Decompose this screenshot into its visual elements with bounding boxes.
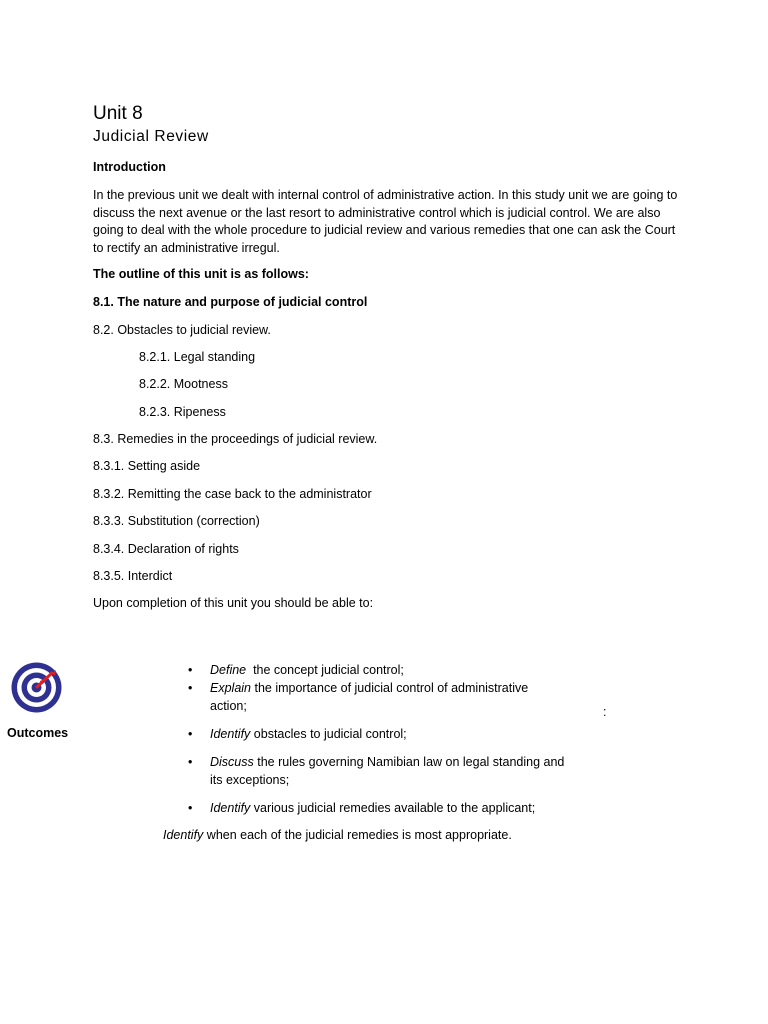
outline-subitem: 8.2.1. Legal standing [139, 350, 256, 364]
outline-item: 8.3.1. Setting aside [93, 459, 201, 473]
outline-item: 8.3.2. Remitting the case back to the administrator [93, 487, 372, 501]
outline-item: 8.2. Obstacles to judicial review. [93, 323, 271, 337]
unit-title: Unit 8 [93, 103, 143, 124]
stray-colon: : [603, 705, 607, 719]
introduction-paragraph: In the previous unit we dealt with internal control of administrative action. In this study unit we are going to discuss the next avenue or the last resort to administrative control which is judicial control. We are also going to deal with the whole procedure to judicial review and various remedies that one can ask the Court to rectify an administrative irregul. [93, 188, 678, 255]
outcomes-label: Outcomes [7, 726, 69, 740]
unit-subtitle: Judicial Review [93, 128, 209, 145]
final-outcome: Identify when each of the judicial remedies is most appropriate. [163, 828, 512, 842]
introduction-heading: Introduction [93, 160, 166, 174]
completion-text: Upon completion of this unit you should be able to: [93, 596, 374, 610]
bullet-icon: • [188, 727, 193, 741]
outline-item: 8.3. Remedies in the proceedings of judicial review. [93, 432, 378, 446]
outline-item: 8.1. The nature and purpose of judicial control [93, 295, 368, 309]
outline-item: 8.3.5. Interdict [93, 569, 173, 583]
outline-subitem: 8.2.2. Mootness [139, 377, 228, 391]
outline-item: 8.3.3. Substitution (correction) [93, 514, 260, 528]
bullet-icon: • [188, 755, 193, 769]
bullet-icon: • [188, 663, 193, 677]
outline-item: 8.3.4. Declaration of rights [93, 542, 239, 556]
bullet-icon: • [188, 681, 193, 695]
outline-heading: The outline of this unit is as follows: [93, 267, 309, 281]
bullet-icon: • [188, 801, 193, 815]
outline-subitem: 8.2.3. Ripeness [139, 405, 226, 419]
target-icon [9, 660, 64, 715]
